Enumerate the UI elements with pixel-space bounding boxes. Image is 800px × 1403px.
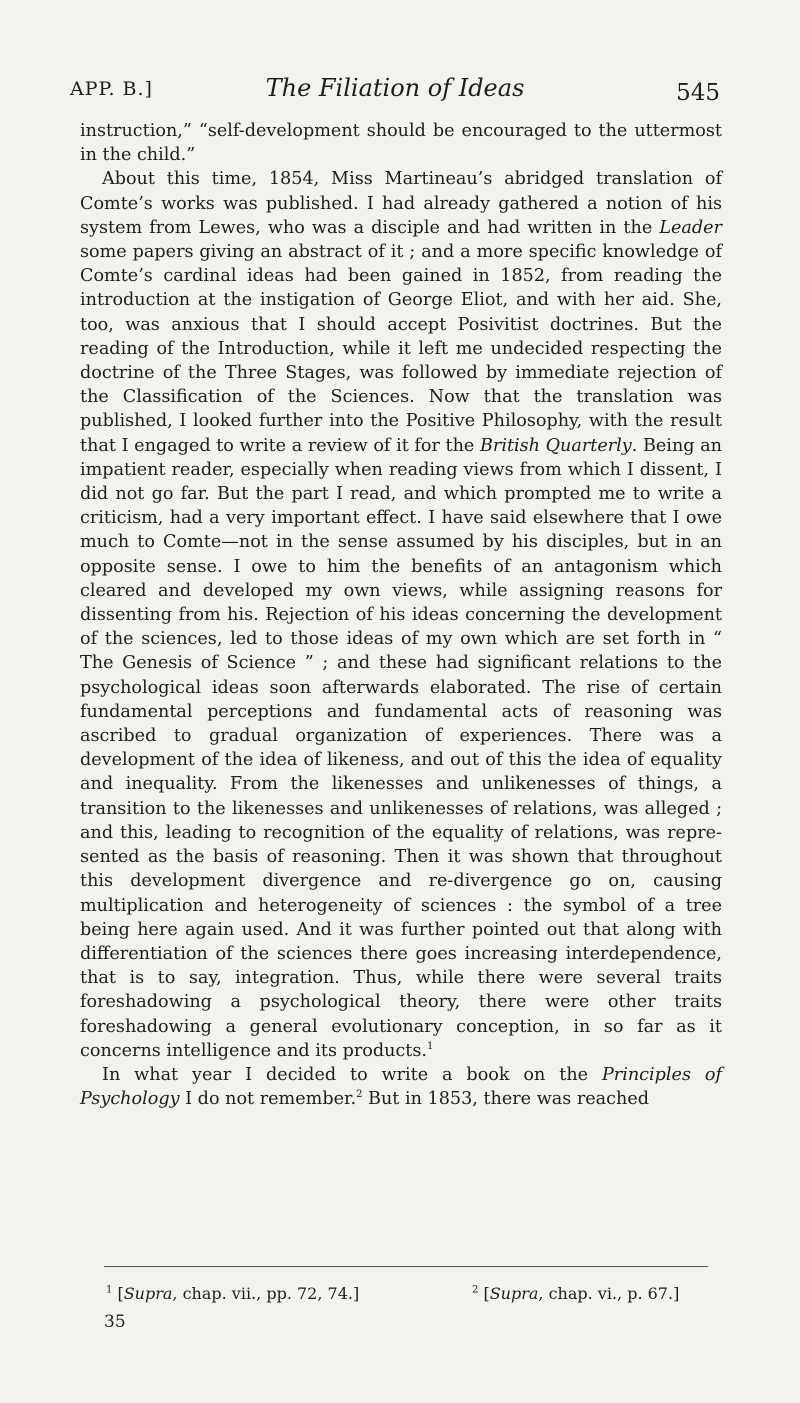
running-header: [70, 64, 720, 104]
footnote-1-mark: 1: [106, 1284, 113, 1296]
footnote-1: [106, 1283, 359, 1305]
italic-run: Principles of Psychology: [80, 1064, 722, 1110]
footnote-2-text: , chap. vi., p. 67.]: [538, 1284, 680, 1303]
footnote-divider: [104, 1266, 708, 1267]
footnote-2-open: [: [478, 1284, 490, 1303]
footnote-2: [472, 1283, 679, 1305]
text-run: In what year I decided to write a book on the: [102, 1064, 602, 1085]
body-text: [80, 119, 722, 1111]
footnote-1-ref: Supra: [123, 1284, 173, 1303]
footnote-ref-mark: 2: [356, 1089, 363, 1101]
text-run: But in 1853, there was reached: [362, 1089, 650, 1110]
appendix-label: APP. B.]: [70, 78, 153, 100]
text-run: . Being an impatient reader, especially when reading views from which I dissent, I did not go far. But the part I read, and which prompted me to write a criticism, had a very important effect. I have said elsewhere that I owe much to Comte—not in the sense assumed by his disciples, but in an opposite sense. I owe to him the benefits of an antagonism which cleared and developed my own views, while assigning reasons for dissenting from his. Rejection of his ideas concerning the development of the sciences, led to those ideas of my own which are set forth in “ The Genesis of Science ” ; and these had significant relations to the psychological ideas soon afterwards elaborated. The rise of certain fundamental perceptions and fundamental acts of reasoning was ascribed to gradual organization of experiences. There was a development of the idea of likeness, and out of this the idea of equality and inequality. From the likenesses and unlikenesses of things, a transition to the likenesses and unlikenesses of relations, was alleged ; and this, leading to recognition of the equality of relations, was represented as the basis of reasoning. Then it was shown that throughout this development divergence and re-divergence go on, causing multiplication and heterogeneity of sciences : the symbol of a tree being here again used. And it was further pointed out that along with differentiation of the sciences there goes increasing interdependence, that is to say, integration. Thus, while there were several traits foreshadowing a psychological theory, there were other traits foreshadowing a general evolutionary conception, in so far as it concerns intelligence and its products.: [80, 435, 722, 1061]
italic-run: British Quarterly: [479, 435, 632, 456]
text-run: I do not remember.: [179, 1089, 357, 1110]
text-run: some papers giving an abstract of it ; and a more specific knowledge of Comte’s cardinal ideas had been gained in 1852, from reading the introduction at the instigation of George Eliot, and with her aid. She, too, was anxious that I should accept Posivitist doctrines. But the reading of the Introduction, while it left me undecided respecting the doctrine of the Three Stages, was followed by immediate rejection of the Classification of the Sciences. Now that the translation was published, I looked further into the Positive Philosophy, with the result that I engaged to write a review of it for the: [80, 242, 722, 456]
text-run: instruction,” “self-development should be encouraged to the uttermost in the child.”: [80, 121, 722, 166]
paragraph: [80, 167, 722, 1063]
paragraph: [80, 119, 722, 167]
footnote-1-open: [: [112, 1284, 124, 1303]
italic-run: Leader: [659, 217, 722, 238]
footnote-1-text: , chap. vii., pp. 72, 74.]: [172, 1284, 360, 1303]
footnote-ref-mark: 1: [427, 1040, 434, 1052]
footnote-2-ref: Supra: [489, 1284, 539, 1303]
footnote-2-mark: 2: [472, 1284, 479, 1296]
signature-mark: 35: [104, 1312, 126, 1332]
page-number: 545: [676, 80, 720, 106]
text-run: About this time, 1854, Miss Martineau’s abridged translation of Comte’s works was published. I had already gathered a notion of his system from Lewes, who was a disciple and had written in the: [80, 169, 722, 238]
paragraph: [80, 1063, 722, 1111]
page-title: The Filiation of Ideas: [265, 74, 525, 102]
